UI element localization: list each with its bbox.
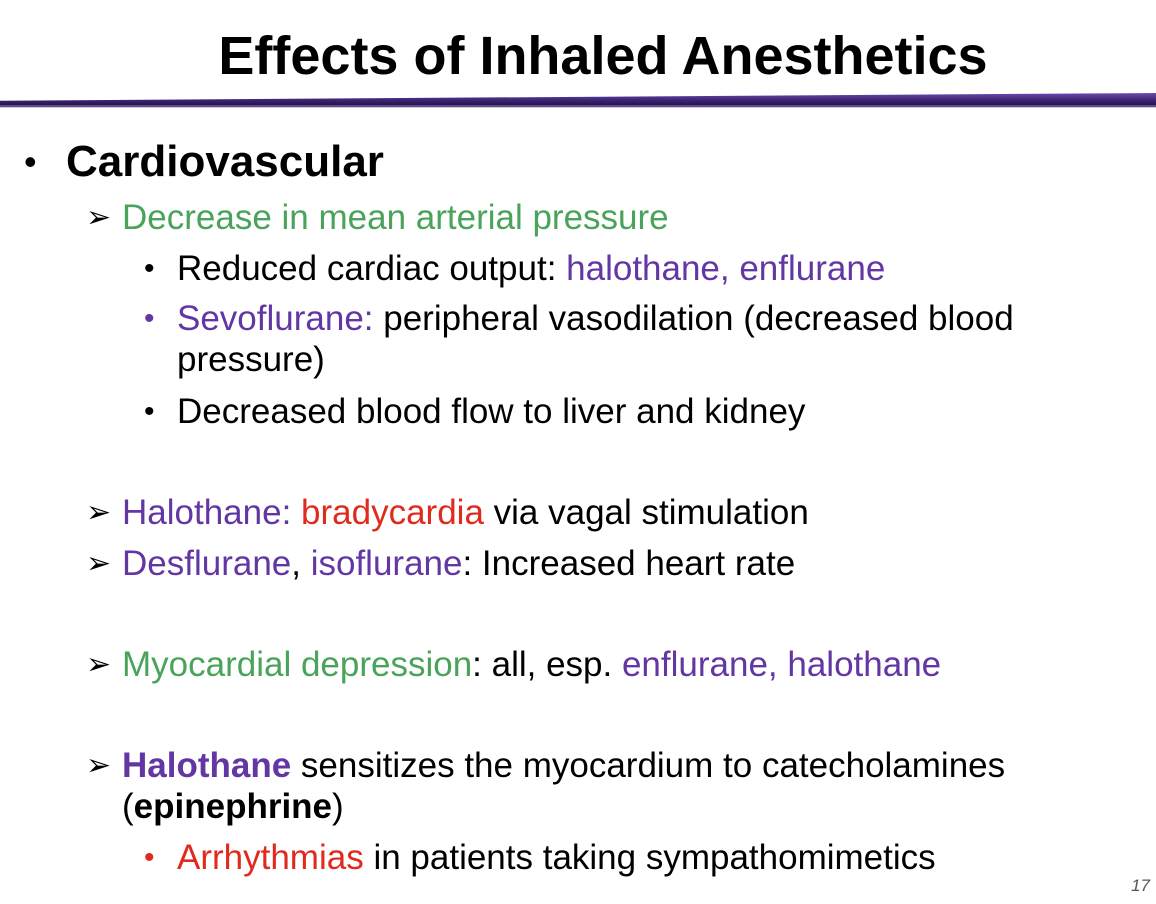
list-item: [177, 298, 1014, 340]
list-item: Decreased blood flow to liver and kidney: [177, 392, 806, 431]
drug-name: isoflurane: [310, 544, 463, 583]
bullet-dot: •: [144, 395, 155, 428]
item-text: via vagal stimulation: [483, 493, 809, 532]
map-heading: Decrease in mean arterial pressure: [122, 198, 669, 237]
effect-term: Myocardial depression: [122, 645, 473, 684]
bullet-dot: •: [144, 252, 155, 285]
drug-name: Sevoflurane:: [177, 299, 374, 338]
list-item: [177, 837, 936, 879]
list-item: [122, 644, 941, 686]
drug-name: Desflurane: [122, 544, 292, 583]
item-text: : Increased heart rate: [462, 544, 796, 583]
title-divider-shadow: [0, 105, 1156, 108]
item-text: in patients taking sympathomimetics: [363, 838, 936, 877]
section-heading: Cardiovascular: [66, 137, 384, 186]
item-text: sensitizes the myocardium to catecholamines: [291, 746, 1006, 785]
drug-name: Halothane: [122, 746, 292, 785]
list-item: [177, 248, 885, 290]
list-item: [122, 492, 809, 534]
bullet-dot: •: [144, 302, 155, 335]
slide-title: Effects of Inhaled Anesthetics: [218, 26, 988, 86]
list-item: [122, 745, 1005, 787]
drug-names: enflurane, halothane: [621, 645, 942, 684]
item-text: : all, esp.: [472, 645, 622, 684]
arrow-bullet-icon: ➢: [86, 648, 112, 681]
bullet-dot: •: [144, 841, 155, 874]
arrow-bullet-icon: ➢: [86, 547, 112, 580]
bullet-dot: •: [24, 141, 37, 182]
item-text: Reduced cardiac output:: [177, 249, 567, 288]
arrow-bullet-icon: ➢: [86, 749, 112, 782]
item-text-continued: (epinephrine): [122, 787, 344, 826]
effect-term: Arrhythmias: [177, 838, 364, 877]
effect-term: bradycardia: [301, 493, 484, 532]
page-number: 17: [1131, 876, 1150, 895]
catecholamine-name: epinephrine: [133, 787, 333, 826]
arrow-bullet-icon: ➢: [86, 496, 112, 529]
separator: ,: [291, 544, 311, 583]
drug-name: Halothane:: [122, 493, 302, 532]
item-text-continued: pressure): [177, 340, 325, 379]
drug-names: halothane, enflurane: [566, 249, 886, 288]
list-item: [122, 543, 795, 585]
item-text: peripheral vasodilation (decreased blood: [373, 299, 1014, 338]
arrow-bullet-icon: ➢: [86, 201, 112, 234]
